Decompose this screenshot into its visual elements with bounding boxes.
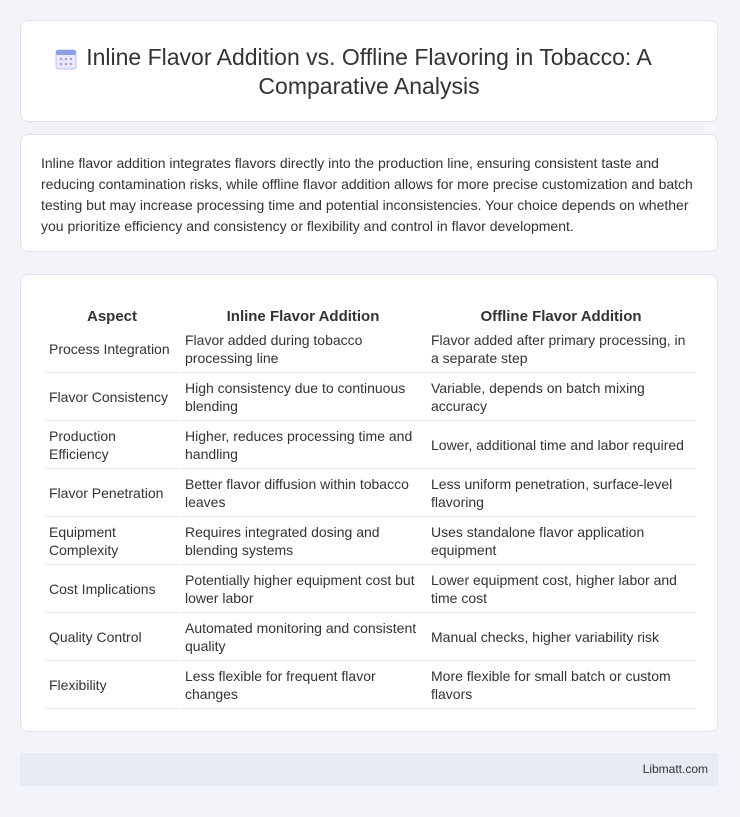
footer [20, 753, 718, 786]
footer-brand-link[interactable]: Libmatt.com [642, 762, 708, 776]
cell-aspect: Flavor Consistency [45, 373, 179, 421]
table-row [45, 565, 695, 613]
table-header-row [45, 295, 695, 325]
cell-inline: High consistency due to continuous blending [181, 373, 425, 421]
comparison-table-card [20, 274, 718, 732]
table-row [45, 661, 695, 709]
table-row [45, 421, 695, 469]
cell-inline: Automated monitoring and consistent quality [181, 613, 425, 661]
table-row [45, 325, 695, 373]
title-card [20, 20, 718, 122]
intro-card [20, 134, 718, 252]
cell-offline: Uses standalone flavor application equipment [427, 517, 695, 565]
cell-offline: Less uniform penetration, surface-level flavoring [427, 469, 695, 517]
comparison-table [43, 295, 697, 709]
cell-offline: Flavor added after primary processing, in a separate step [427, 325, 695, 373]
cell-inline: Potentially higher equipment cost but lower labor [181, 565, 425, 613]
page-title: Inline Flavor Addition vs. Offline Flavoring in Tobacco: A Comparative Analysis [86, 44, 652, 99]
column-header-inline: Inline Flavor Addition [226, 308, 380, 325]
table-row [45, 613, 695, 661]
cell-aspect: Quality Control [45, 613, 179, 661]
cell-offline: More flexible for small batch or custom flavors [427, 661, 695, 709]
cell-inline: Flavor added during tobacco processing line [181, 325, 425, 373]
cell-aspect: Production Efficiency [45, 421, 179, 469]
intro-paragraph: Inline flavor addition integrates flavors directly into the production line, ensuring consistent taste and reducing contamination risks, while offline flavor addition allows for more precise customization and batch testing but may increase processing time and potential inconsistencies. Your choice depends on whether you prioritize efficiency and consistency or flexibility and control in flavor development. [41, 155, 693, 234]
cell-inline: Requires integrated dosing and blending systems [181, 517, 425, 565]
table-row [45, 373, 695, 421]
cell-aspect: Cost Implications [45, 565, 179, 613]
cell-offline: Variable, depends on batch mixing accuracy [427, 373, 695, 421]
cell-aspect: Equipment Complexity [45, 517, 179, 565]
cell-inline: Less flexible for frequent flavor changes [181, 661, 425, 709]
cell-offline: Lower, additional time and labor required [427, 421, 695, 469]
cell-inline: Higher, reduces processing time and handling [181, 421, 425, 469]
cell-aspect: Process Integration [45, 325, 179, 373]
column-header-aspect: Aspect [86, 308, 138, 325]
cell-aspect: Flexibility [45, 661, 179, 709]
column-header-offline: Offline Flavor Addition [480, 308, 642, 325]
cell-offline: Lower equipment cost, higher labor and time cost [427, 565, 695, 613]
table-row [45, 469, 695, 517]
table-row [45, 517, 695, 565]
cell-aspect: Flavor Penetration [45, 469, 179, 517]
cell-inline: Better flavor diffusion within tobacco leaves [181, 469, 425, 517]
cell-offline: Manual checks, higher variability risk [427, 613, 695, 661]
